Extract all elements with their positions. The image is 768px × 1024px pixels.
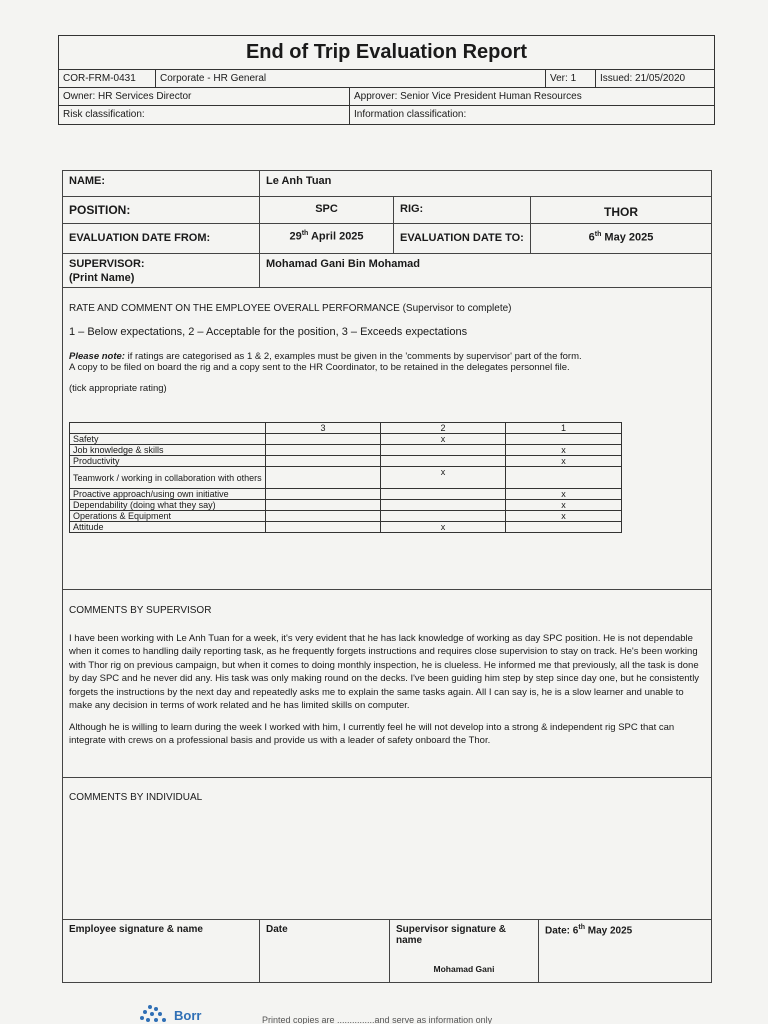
rating-label: Safety bbox=[70, 434, 266, 445]
rating-cell-2[interactable] bbox=[381, 500, 506, 511]
doc-code: COR-FRM-0431 bbox=[59, 70, 156, 87]
rating-cell-2[interactable]: x bbox=[381, 434, 506, 445]
date-from-rest: April 2025 bbox=[308, 230, 364, 243]
supervisor-comment-paragraph-2[interactable]: Although he is willing to learn during the week I worked with him, I currently feel he will not develop into a strong & independent rig SPC that can integrate with crews on a professional basis and provide us with a leader of safety onboard the Thor. bbox=[69, 721, 675, 746]
version: Ver: 1 bbox=[546, 70, 596, 87]
supervisor-signature-label: Supervisor signature & name bbox=[396, 924, 507, 946]
rating-cell-2[interactable]: x bbox=[381, 467, 506, 489]
rating-row bbox=[70, 500, 622, 511]
header-row-owner bbox=[59, 88, 714, 106]
issued-date: Issued: 21/05/2020 bbox=[600, 73, 686, 84]
performance-section bbox=[63, 288, 711, 590]
employee-date-cell[interactable] bbox=[260, 920, 390, 982]
rating-label: Teamwork / working in collaboration with others bbox=[70, 467, 266, 489]
employee-signature-cell[interactable] bbox=[63, 920, 260, 982]
supervisor-date-suffix: th bbox=[578, 924, 585, 931]
rating-cell-3[interactable] bbox=[266, 500, 381, 511]
note-line bbox=[69, 351, 705, 362]
rating-cell-3[interactable] bbox=[266, 522, 381, 533]
rating-header-2: 2 bbox=[381, 423, 506, 434]
performance-instruction: RATE AND COMMENT ON THE EMPLOYEE OVERALL PERFORMANCE (Supervisor to complete) bbox=[69, 303, 512, 314]
logo-text: Borr bbox=[174, 1007, 202, 1023]
name-value: Le Anh Tuan bbox=[266, 175, 332, 187]
supervisor-sub-label: (Print Name) bbox=[69, 272, 135, 284]
rig-value: THOR bbox=[604, 205, 638, 219]
supervisor-comments-section bbox=[63, 590, 711, 778]
note-label: Please note: bbox=[69, 351, 125, 362]
position-value: SPC bbox=[260, 197, 394, 223]
rating-label: Attitude bbox=[70, 522, 266, 533]
date-to-label: EVALUATION DATE TO: bbox=[394, 224, 531, 253]
owner: Owner: HR Services Director bbox=[59, 88, 350, 105]
date-to-day: 6 bbox=[588, 231, 595, 244]
date-from-label: EVALUATION DATE FROM: bbox=[63, 224, 260, 253]
date-from-suffix: th bbox=[301, 230, 309, 237]
date-from-day: 29 bbox=[289, 230, 302, 243]
rating-row bbox=[70, 522, 622, 533]
name-row bbox=[63, 171, 711, 197]
rating-header-blank bbox=[70, 423, 266, 434]
employee-signature-label: Employee signature & name bbox=[69, 924, 203, 935]
rating-scale: 1 – Below expectations, 2 – Acceptable for the position, 3 – Exceeds expectations bbox=[69, 326, 468, 338]
rating-header-row bbox=[70, 423, 622, 434]
header-row-classification bbox=[59, 106, 714, 124]
individual-comments-heading: COMMENTS BY INDIVIDUAL bbox=[69, 792, 203, 803]
date-to-value bbox=[531, 224, 711, 253]
rating-label: Job knowledge & skills bbox=[70, 445, 266, 456]
document-title: End of Trip Evaluation Report bbox=[59, 36, 714, 70]
employee-date-label: Date bbox=[266, 924, 288, 935]
risk-classification: Risk classification: bbox=[59, 106, 350, 124]
rating-cell-1[interactable]: x bbox=[506, 489, 622, 500]
supervisor-value: Mohamad Gani Bin Mohamad bbox=[266, 258, 421, 270]
rating-table bbox=[69, 422, 622, 533]
date-to-suffix: th bbox=[594, 231, 602, 238]
individual-comments-section[interactable] bbox=[63, 778, 711, 920]
copy-text: A copy to be filed on board the rig and a copy sent to the HR Coordinator, to be retained in the delegates personnel file. bbox=[69, 362, 570, 373]
evaluation-dates-row bbox=[63, 224, 711, 254]
document-header bbox=[58, 35, 715, 125]
rating-label: Productivity bbox=[70, 456, 266, 467]
rating-label: Dependability (doing what they say) bbox=[70, 500, 266, 511]
rating-cell-1[interactable]: x bbox=[506, 445, 622, 456]
supervisor-row bbox=[63, 254, 711, 288]
borr-logo bbox=[140, 1005, 201, 1024]
department: Corporate - HR General bbox=[156, 70, 546, 87]
supervisor-signature-name: Mohamad Gani bbox=[433, 964, 495, 974]
name-label: NAME: bbox=[63, 171, 260, 196]
rating-cell-3[interactable] bbox=[266, 445, 381, 456]
evaluation-form bbox=[62, 170, 712, 983]
rating-cell-1[interactable]: x bbox=[506, 500, 622, 511]
header-row-code bbox=[59, 70, 714, 88]
logo-dots-icon bbox=[140, 1005, 168, 1024]
information-classification: Information classification: bbox=[354, 109, 467, 120]
rating-row bbox=[70, 489, 622, 500]
page-footer bbox=[140, 1003, 700, 1024]
supervisor-label-cell bbox=[63, 254, 260, 287]
rating-label: Operations & Equipment bbox=[70, 511, 266, 522]
rating-cell-1[interactable]: x bbox=[506, 511, 622, 522]
supervisor-date-cell[interactable] bbox=[539, 920, 711, 982]
rating-row bbox=[70, 511, 622, 522]
supervisor-signature-cell[interactable] bbox=[390, 920, 539, 982]
signature-row bbox=[63, 920, 711, 982]
rating-cell-1[interactable] bbox=[506, 467, 622, 489]
position-label: POSITION: bbox=[63, 197, 260, 223]
supervisor-comments-heading: COMMENTS BY SUPERVISOR bbox=[69, 605, 212, 616]
rating-header-1: 1 bbox=[506, 423, 622, 434]
supervisor-date-prefix: Date: 6 bbox=[545, 925, 579, 937]
rating-cell-3[interactable] bbox=[266, 489, 381, 500]
rating-note bbox=[69, 351, 705, 373]
rating-cell-1[interactable] bbox=[506, 434, 622, 445]
rating-cell-2[interactable]: x bbox=[381, 522, 506, 533]
rating-cell-3[interactable] bbox=[266, 434, 381, 445]
rating-cell-2[interactable] bbox=[381, 489, 506, 500]
rating-row bbox=[70, 456, 622, 467]
rating-row bbox=[70, 467, 622, 489]
rating-cell-3[interactable] bbox=[266, 467, 381, 489]
rating-cell-2[interactable] bbox=[381, 445, 506, 456]
supervisor-date-rest: May 2025 bbox=[584, 925, 633, 937]
position-row bbox=[63, 197, 711, 224]
rating-cell-1[interactable] bbox=[506, 522, 622, 533]
rating-row bbox=[70, 434, 622, 445]
rating-cell-3[interactable] bbox=[266, 456, 381, 467]
rig-label: RIG: bbox=[394, 197, 531, 223]
rating-cell-2[interactable] bbox=[381, 456, 506, 467]
footer-disclaimer: Printed copies are ...............and serve as information only bbox=[262, 1015, 493, 1024]
rating-label: Proactive approach/using own initiative bbox=[70, 489, 266, 500]
rating-cell-1[interactable]: x bbox=[506, 456, 622, 467]
note-text: if ratings are categorised as 1 & 2, examples must be given in the 'comments by supervisor' part of the form. bbox=[124, 351, 582, 362]
rating-cell-3[interactable] bbox=[266, 511, 381, 522]
approver: Approver: Senior Vice President Human Resources bbox=[354, 91, 582, 102]
supervisor-label: SUPERVISOR: bbox=[69, 258, 145, 270]
date-from-value bbox=[260, 224, 394, 253]
date-to-rest: May 2025 bbox=[601, 231, 654, 244]
rating-header-3: 3 bbox=[266, 423, 381, 434]
tick-instruction: (tick appropriate rating) bbox=[69, 383, 167, 394]
rating-row bbox=[70, 445, 622, 456]
rating-cell-2[interactable] bbox=[381, 511, 506, 522]
supervisor-comment-paragraph-1[interactable]: I have been working with Le Anh Tuan for a week, it's very evident that he has lack knowledge of working as day SPC position. He is not dependable when it comes to handling daily reporting task, as he frequently forgets instructions and requires close supervision to stay on track. He's been working with Thor rig on previous campaign, but when it comes to doing monthly inspection, he is clueless. He informed me that previously, all the task is done by day SPC and he never did any. His task was only making round on the decks. I've been guiding him step by step since day one, but he consistently forgets the instructions by the next day and repeatedly asks me to explain the same tasks again. All I can say is, he is a slow learner and unable to make any decision in terms of work related and he has limited skills on computer. bbox=[69, 632, 700, 711]
